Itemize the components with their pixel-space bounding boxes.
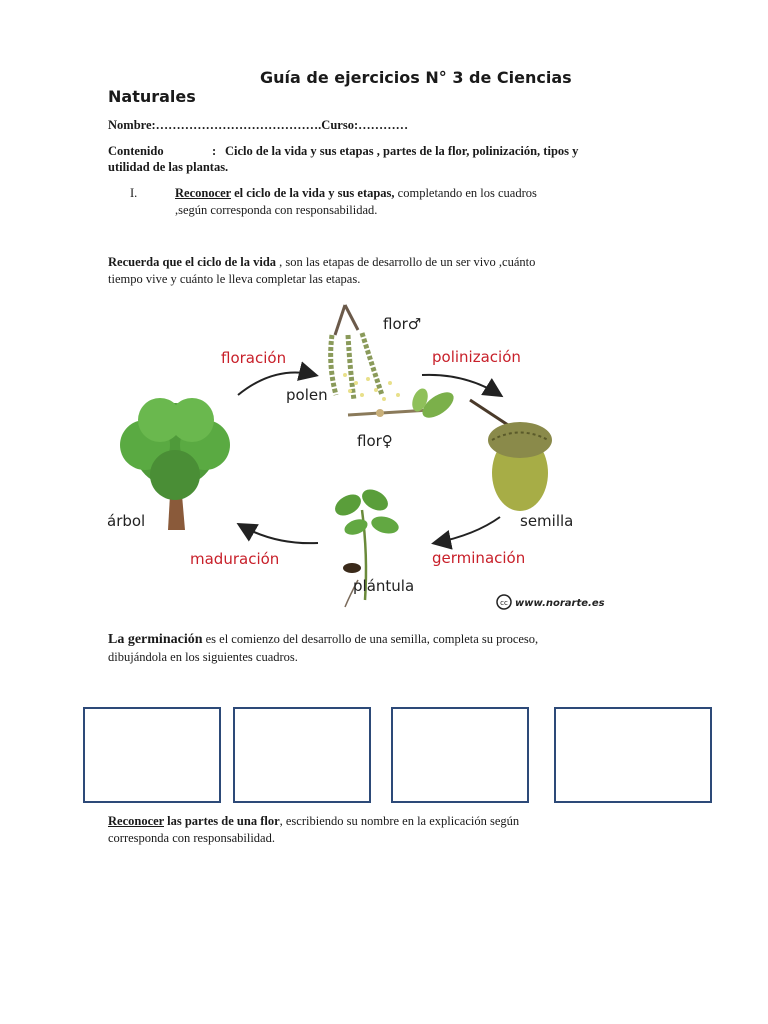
label-plantula: plántula [353, 577, 415, 595]
page-title: Guía de ejercicios N° 3 de Ciencias [260, 68, 572, 87]
flower-rest: , escribiendo su nombre en la explicación según [279, 814, 520, 828]
drawing-box-2[interactable] [233, 707, 371, 803]
label-flor-female: flor♀ [357, 432, 393, 450]
item1-instruction [175, 186, 537, 201]
germination-text [108, 632, 538, 648]
oak-tree-illustration [120, 398, 230, 530]
stage-floracion: floración [221, 349, 287, 367]
arrow-maduracion [240, 525, 318, 543]
drawing-box-4[interactable] [554, 707, 712, 803]
flower-line2: corresponda con responsabilidad. [108, 831, 275, 845]
item1-verb: Reconocer [175, 186, 231, 200]
label-flor-male: flor♂ [383, 315, 422, 333]
content-colon: : [212, 144, 217, 158]
stage-maduracion: maduración [190, 550, 280, 568]
cc-glyph: cc [500, 599, 508, 607]
germination-bold: La germinación [108, 632, 203, 647]
arrow-germinacion [435, 517, 500, 543]
item1-normal: completando en los cuadros [394, 186, 537, 200]
label-polen: polen [286, 386, 328, 404]
content-label: Contenido [108, 144, 164, 158]
acorn-illustration [470, 400, 552, 511]
recall-text [108, 255, 535, 270]
content-text: Ciclo de la vida y sus etapas , partes de la flor, polinización, tipos y [225, 144, 579, 158]
content-text-line2: utilidad de las plantas. [108, 160, 229, 174]
credit-text: www.norarte.es [515, 598, 605, 609]
drawing-box-3[interactable] [391, 707, 529, 803]
item-numeral: I. [130, 186, 138, 200]
life-cycle-diagram [100, 295, 610, 620]
flower-instruction [108, 814, 519, 829]
item1-bold: el ciclo de la vida y sus etapas, [231, 186, 395, 200]
item1-line2: ,según corresponda con responsabilidad. [175, 203, 378, 217]
germination-line2: dibujándola en los siguientes cuadros. [108, 650, 298, 664]
page-title-continuation: Naturales [108, 87, 196, 106]
label-arbol: árbol [107, 512, 146, 530]
recall-rest: , son las etapas de desarrollo de un ser vivo ,cuánto [276, 255, 536, 269]
flower-verb: Reconocer [108, 814, 164, 828]
drawing-box-1[interactable] [83, 707, 221, 803]
germination-rest: es el comienzo del desarrollo de una semilla, completa su proceso, [202, 632, 539, 646]
student-name-course-line: Nombre:………………………………….Curso:………… [108, 118, 409, 132]
recall-line2: tiempo vive y cuánto le lleva completar las etapas. [108, 272, 361, 286]
label-semilla: semilla [520, 512, 574, 530]
recall-bold: Recuerda que el ciclo de la vida [108, 255, 277, 269]
flower-bold: las partes de una flor [164, 814, 280, 828]
stage-germinacion: germinación [432, 549, 526, 567]
stage-polinizacion: polinización [432, 348, 521, 366]
female-flower-illustration [348, 386, 458, 422]
arrow-polinizacion [422, 375, 500, 395]
